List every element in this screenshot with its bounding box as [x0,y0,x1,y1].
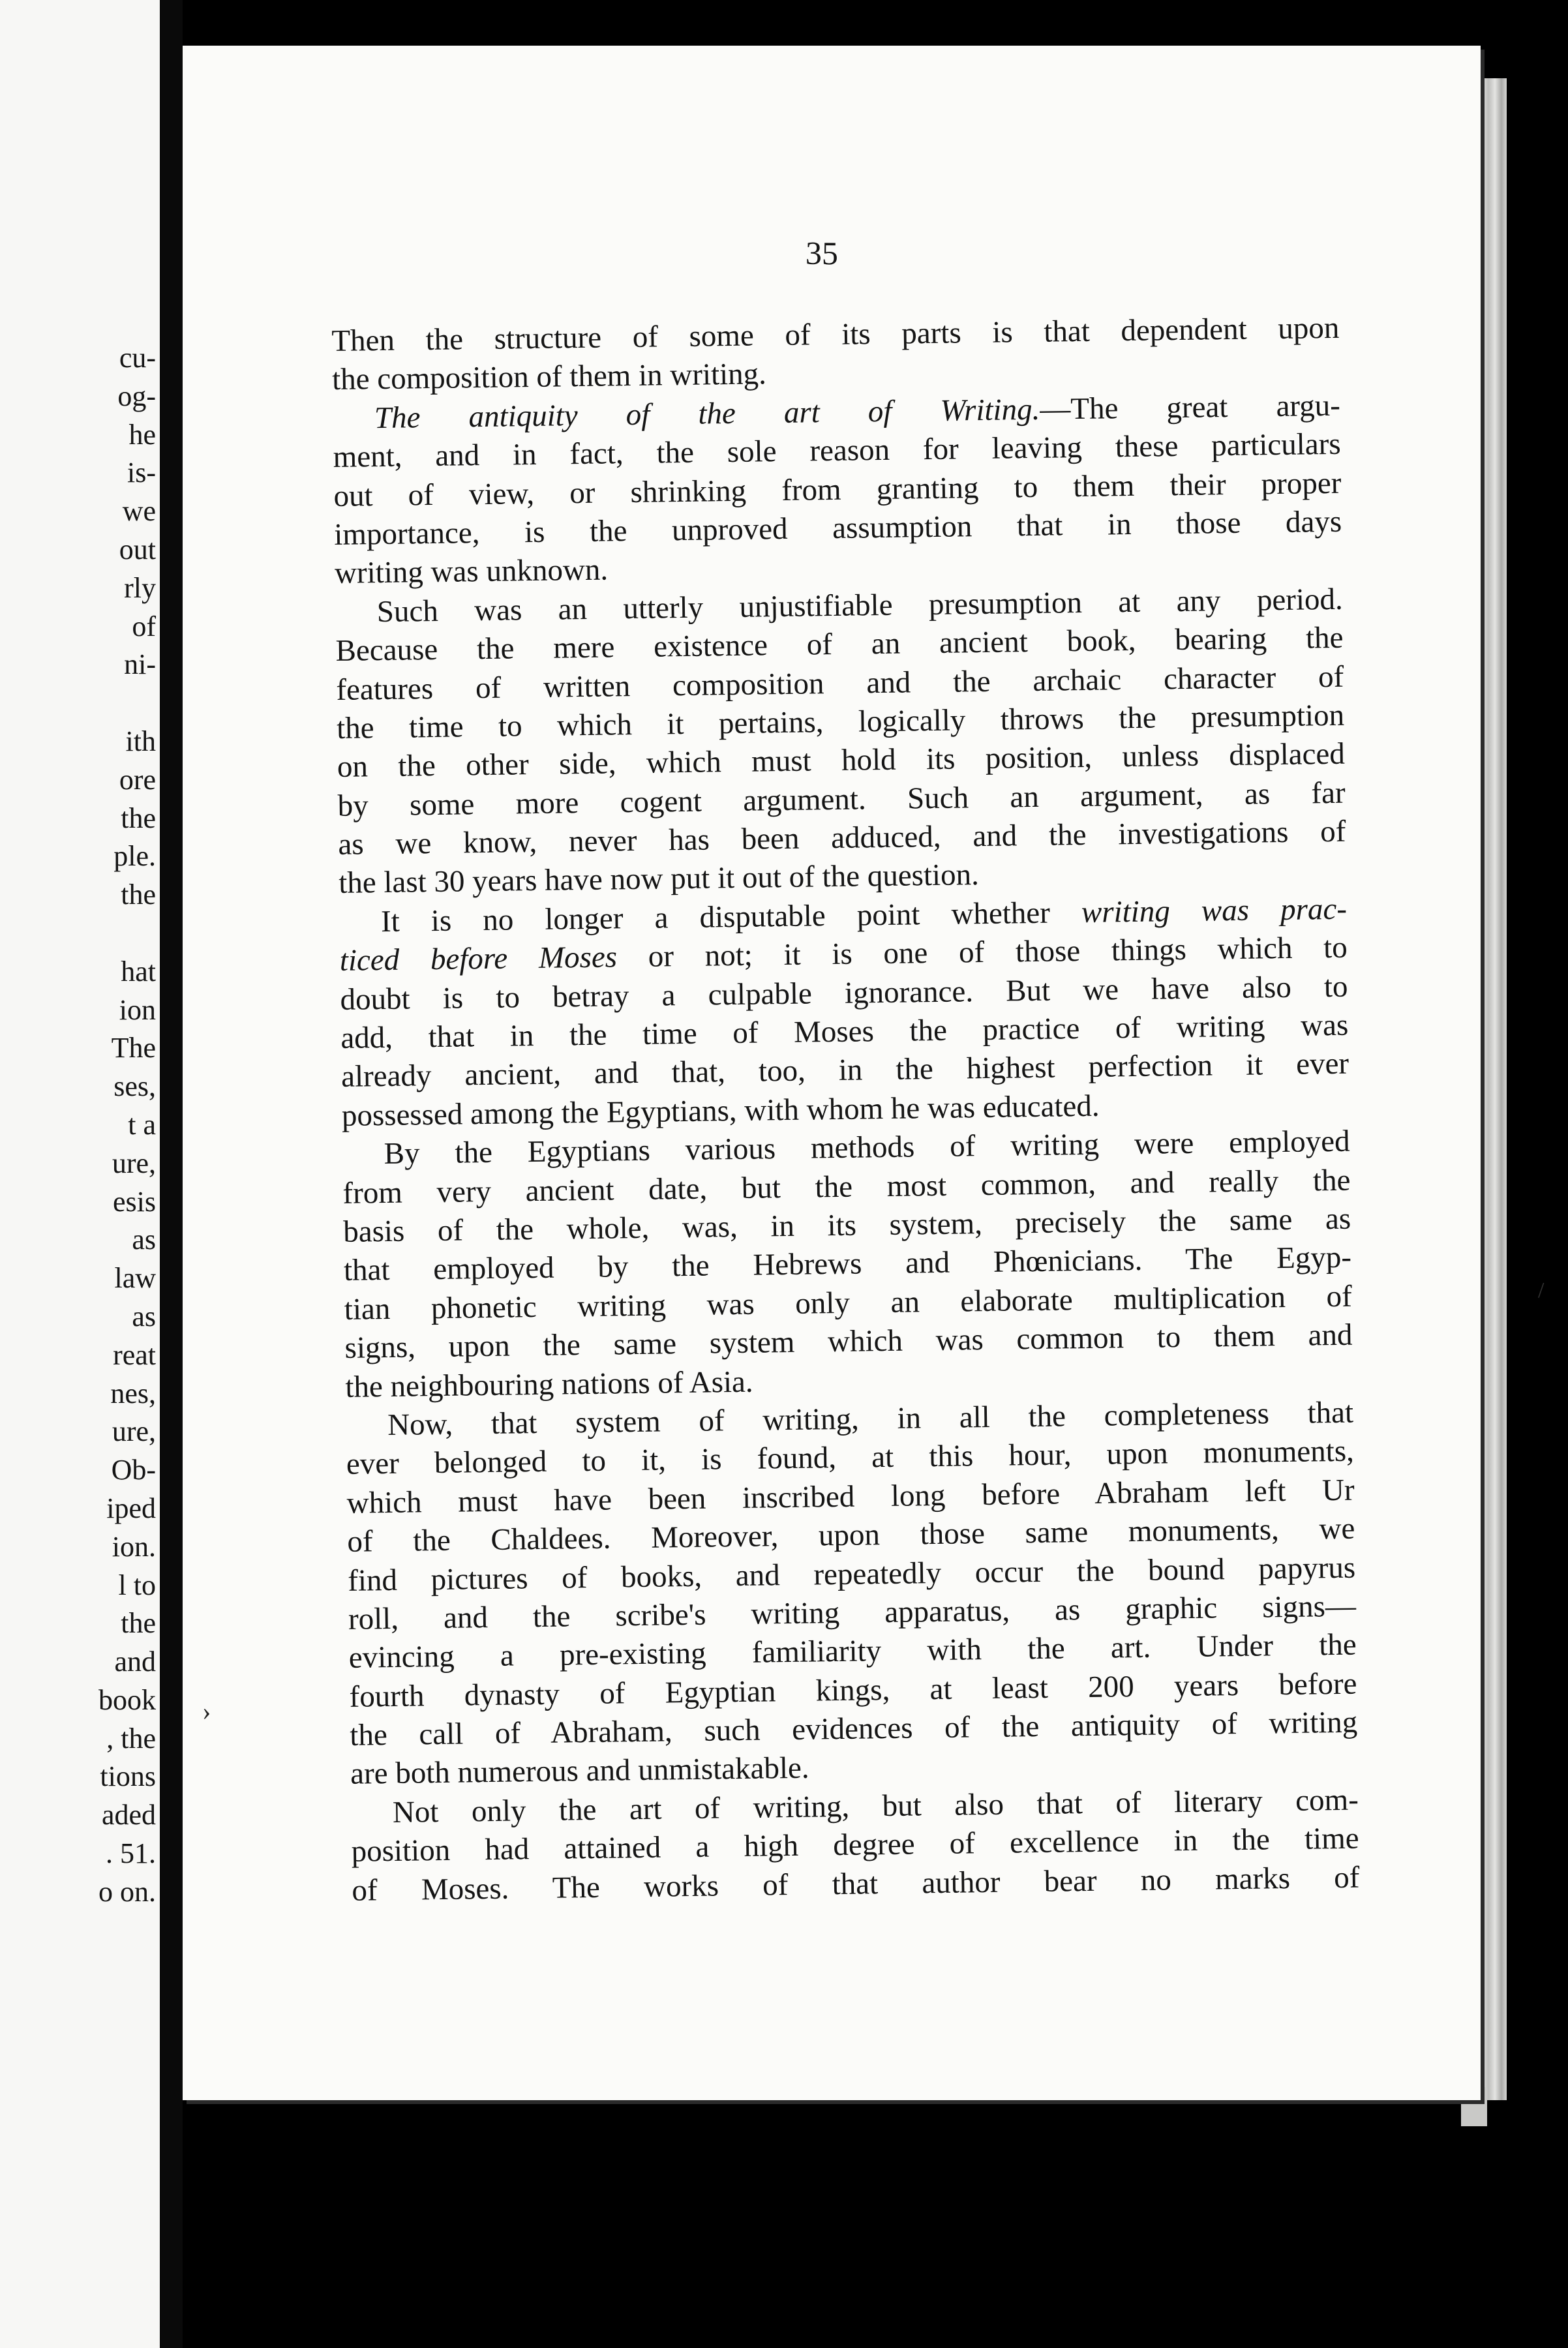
text-line: possessed among the Egyptians, with whom he was educated. [341,1089,1100,1133]
left-fragment: ion [119,993,156,1026]
left-fragment: hat [121,955,156,987]
left-fragment: the [121,1607,156,1640]
paragraph [346,1394,1359,1794]
left-fragment: nes, [110,1377,156,1409]
left-fragment: iped [106,1492,156,1524]
text-line: signs, upon the same system which was common to them and [344,1317,1353,1366]
left-fragment: . 51. [106,1837,156,1870]
left-fragment: rly [124,571,156,604]
text-line: roll, and the scribe's writing apparatus, as graphic signs— [348,1589,1357,1636]
text-line: which must have been inscribed long before Abraham left Ur [346,1473,1355,1520]
text-line: Not only the art of writing, but also that of literary com- [392,1783,1359,1829]
text-line: doubt is to betray a culpable ignorance. But we have also to [340,969,1348,1017]
text-line: the call of Abraham, such evidences of the antiquity of writing [350,1705,1358,1753]
text-line: basis of the whole, was, in its system, precisely the same as [342,1201,1351,1249]
paragraph [351,1781,1360,1910]
left-fragment: tions [100,1760,156,1793]
left-facing-page [0,0,160,2348]
text-line: out of view, or shrinking from granting to them their proper [333,466,1342,513]
left-fragment [98,914,156,953]
page-fold-mark: › [202,1696,211,1726]
left-fragment: ith [125,725,156,757]
left-fragment: out [119,533,156,565]
text-line: fourth dynasty of Egyptian kings, at least 200 years before [349,1666,1357,1714]
text-line: of Moses. The works of that author bear no marks of [352,1860,1360,1908]
text-line: Such was an utterly unjustifiable presumption at any period. [376,582,1344,629]
paragraph [333,387,1343,594]
left-fragment: we [122,495,156,528]
text-line: of the Chaldees. Moreover, upon those same monuments, we [347,1511,1355,1559]
left-fragment: l to [118,1569,156,1601]
text-line: add, that in the time of Moses the practice of writing was [340,1008,1349,1055]
left-fragment: aded [101,1799,156,1831]
book-gutter [160,0,183,2348]
text-line: from very ancient date, but the most common, and really the [342,1163,1351,1211]
left-fragment: og- [117,380,156,412]
text-line: as we know, never has been adduced, and the investigations of [338,814,1346,862]
left-fragment: is- [127,457,156,489]
left-fragment: , the [106,1722,156,1754]
text-line: writing was unknown. [334,552,609,591]
text-line: on the other side, which must hold its position, unless displaced [337,737,1346,785]
paragraph [335,580,1346,903]
text-line: that employed by the Hebrews and Phœnicians. The Egyp- [343,1241,1352,1288]
left-fragment: and [114,1646,156,1678]
text-line: tian phonetic writing was only an elaborate multiplication of [344,1279,1353,1327]
text-line: are both numerous and unmistakable. [350,1751,809,1792]
left-fragment: the [121,802,156,834]
text-line: Then the structure of some of its parts is that dependent upon [331,310,1340,358]
text-line: Because the mere existence of an ancient book, bearing the [335,620,1344,669]
left-fragment: he [128,418,156,451]
page-number: 35 [805,234,839,272]
text-line: the composition of them in writing. [331,357,767,397]
text-line: By the Egyptians various methods of writing were employed [384,1124,1350,1171]
text-line: already ancient, and that, too, in the highest perfection it ever [340,1047,1349,1094]
left-fragment: ion. [112,1530,156,1563]
left-fragment: the [121,879,156,911]
left-fragment: reat [113,1338,156,1371]
page-edge-mark: / [1538,1278,1545,1302]
left-fragment: ses, [113,1070,156,1103]
text-line: Now, that system of writing, in all the completeness that [387,1395,1354,1442]
paragraph [331,309,1340,400]
left-fragment [98,684,156,723]
text-line-italic-phrase: It is no longer a disputable point whether writing was prac- [380,892,1348,939]
text-line: importance, is the unproved assumption that in those days [333,504,1342,552]
left-fragment: o on. [98,1875,156,1908]
text-line: evincing a pre-existing familiarity with the art. Under the [348,1627,1357,1676]
text-line: features of written composition and the archaic character of [336,659,1344,707]
text-line-italic-phrase: ticed before Moses or not; it is one of those things which to [339,930,1348,978]
text-line: the time to which it pertains, logically throws the presumption [336,698,1345,745]
left-fragment: book [98,1683,156,1716]
left-page-text-fragments [98,339,156,1912]
page-stack-edge [1481,78,1507,2100]
left-fragment: as [132,1300,156,1332]
left-fragment: cu- [119,342,156,374]
left-fragment: esis [113,1185,156,1218]
text-line: find pictures of books, and repeatedly occur the bound papyrus [347,1550,1356,1598]
italic-heading: The antiquity of the art of Writing. [374,392,1040,435]
text-line-section-heading: The antiquity of the art of Writing.—The great argu- [374,388,1341,435]
left-fragment: ni- [124,648,156,681]
text-line: by some more cogent argument. Such an argument, as far [337,775,1346,823]
text-line: ment, and in fact, the sole reason for leaving these particulars [333,427,1341,475]
left-fragment: The [111,1032,156,1064]
left-fragment: ure, [112,1415,156,1448]
left-fragment: law [114,1262,156,1295]
left-fragment: Ob- [111,1454,156,1486]
left-fragment: as [132,1224,156,1256]
paragraph [342,1122,1353,1407]
text-line: ever belonged to it, is found, at this hour, upon monuments, [346,1434,1355,1482]
text-line: position had attained a high degree of excellence in the time [351,1821,1359,1869]
left-fragment: ple. [113,840,156,873]
left-fragment: ore [119,763,156,796]
text-line: the neighbouring nations of Asia. [345,1364,753,1404]
left-fragment: ure, [112,1147,156,1179]
text-line: the last 30 years have now put it out of the question. [338,858,980,901]
left-fragment: t a [128,1108,156,1141]
left-fragment: of [132,610,156,642]
paragraph [339,890,1350,1136]
body-text [331,309,1360,1910]
